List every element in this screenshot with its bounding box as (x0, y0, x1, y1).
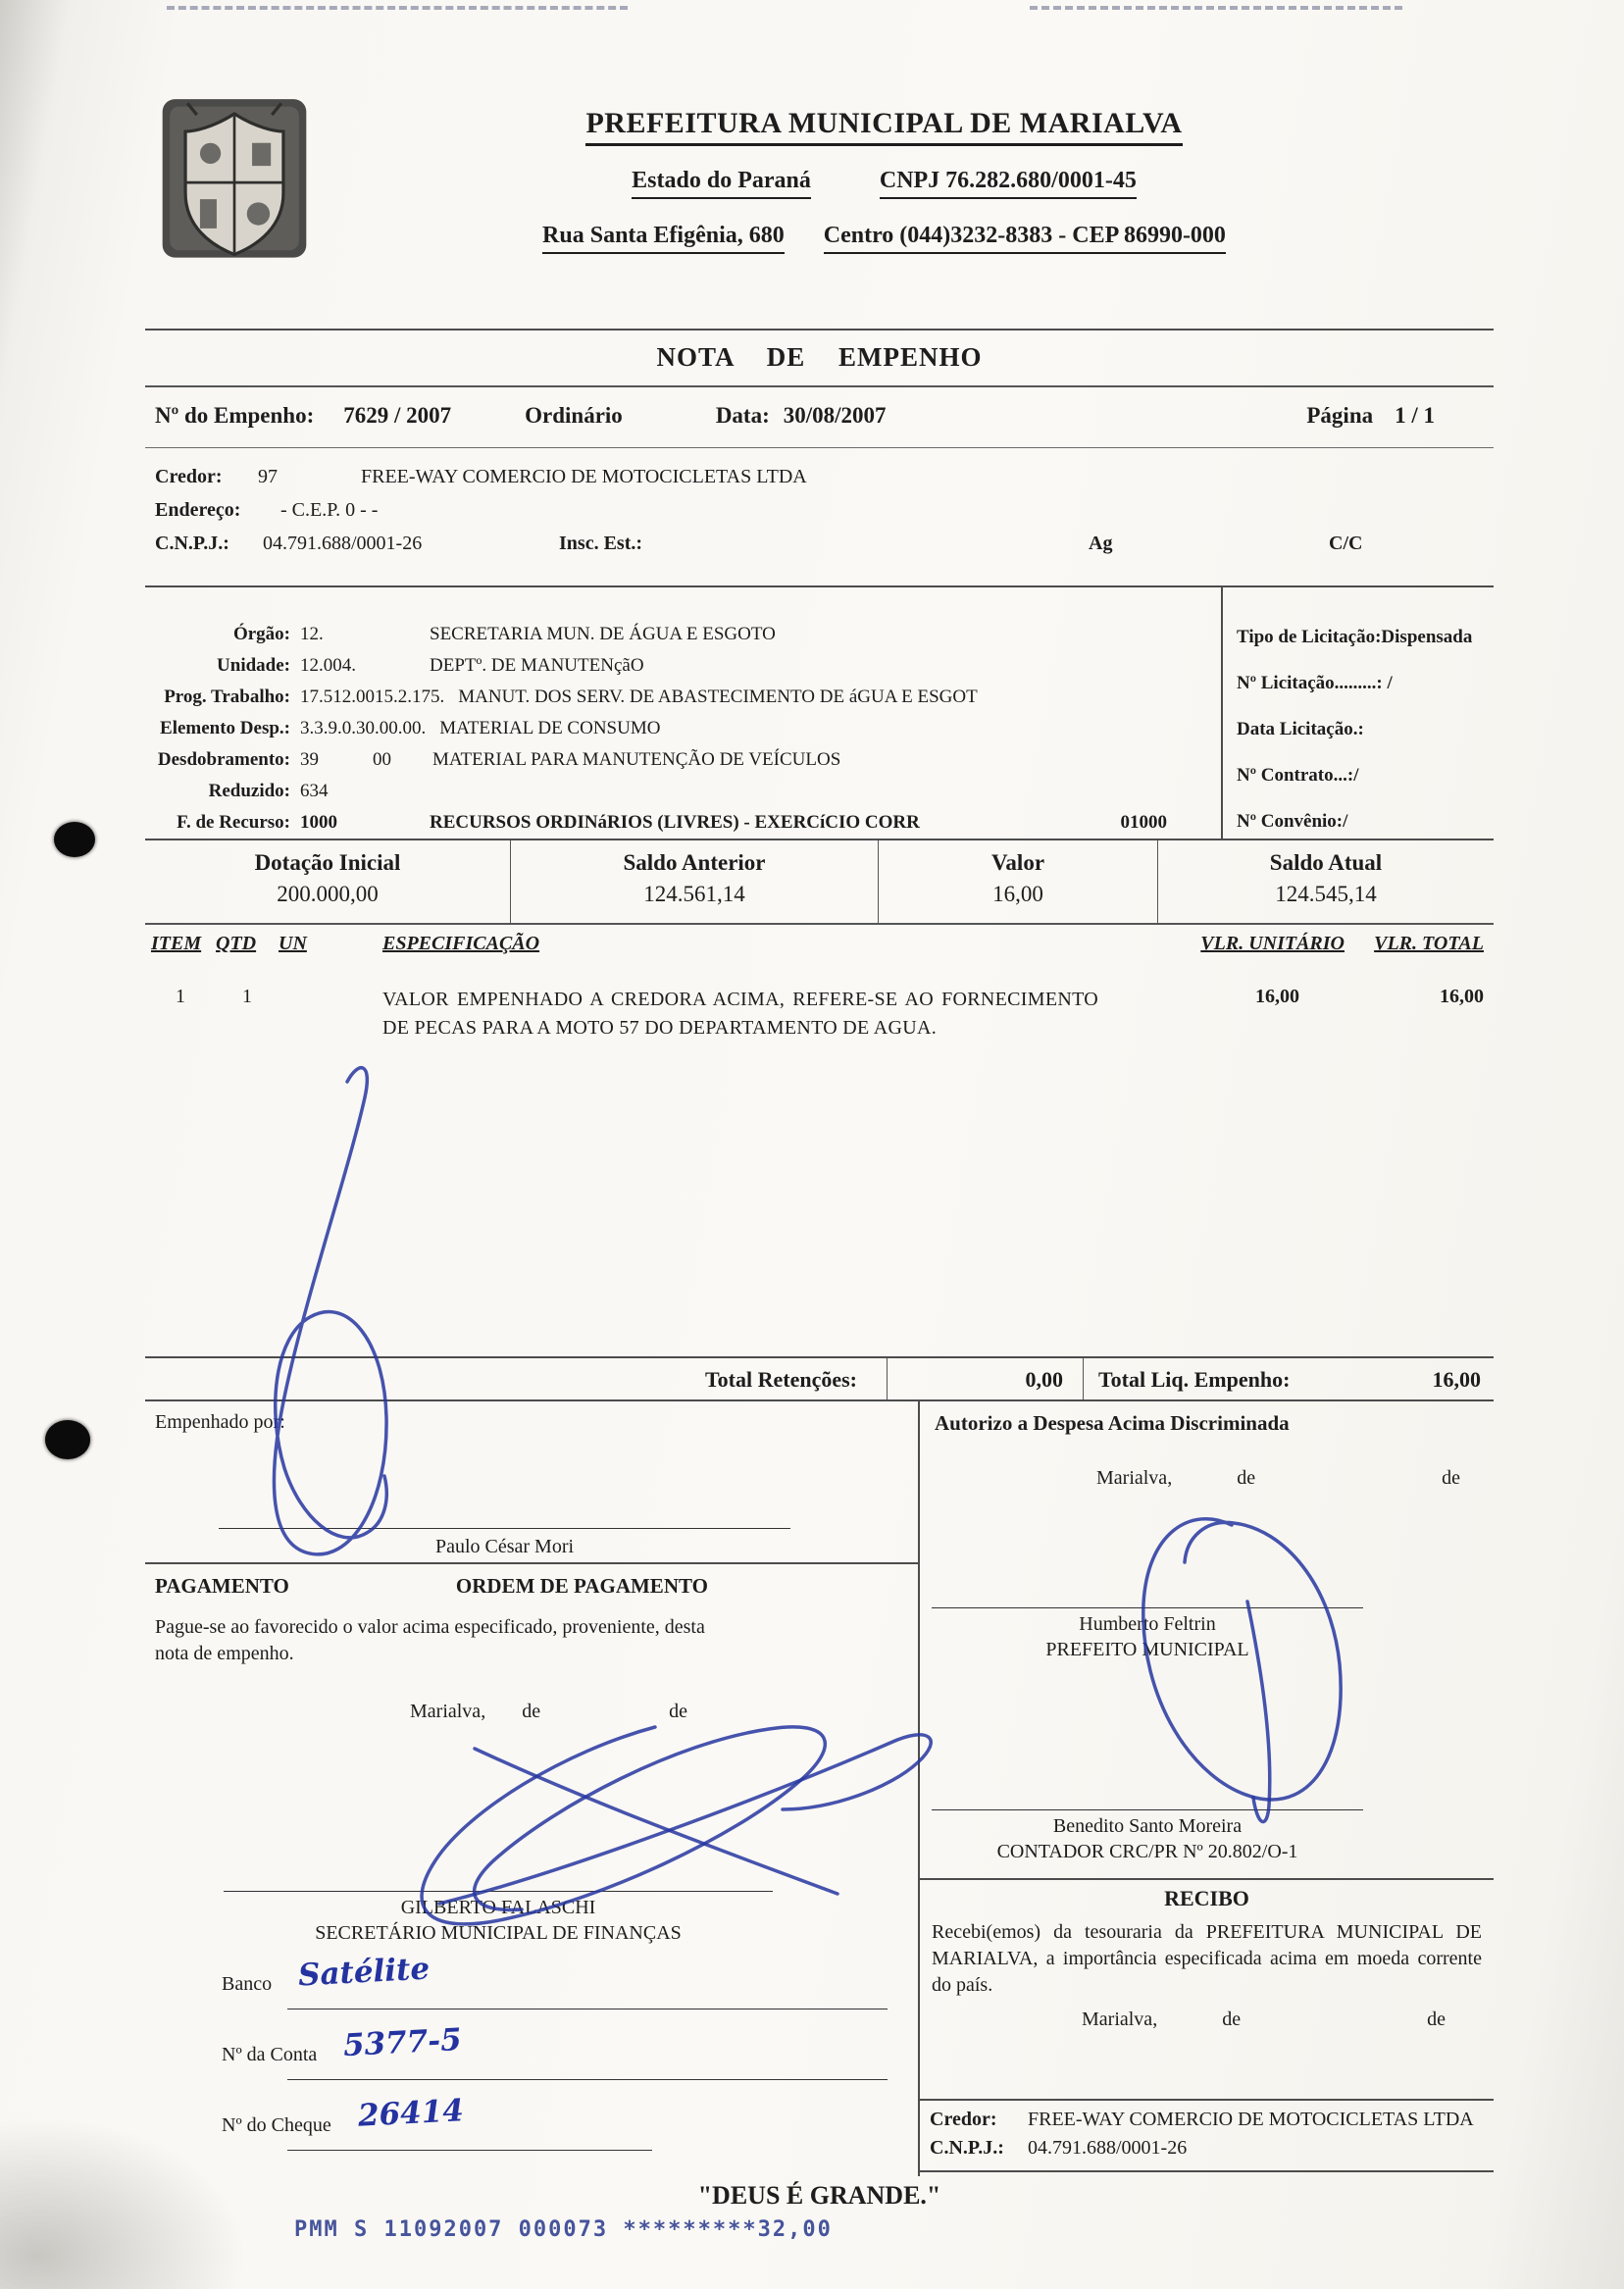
punch-hole (45, 1420, 90, 1459)
coat-of-arms-icon (155, 97, 314, 264)
de-word: de (1222, 2009, 1242, 2030)
prog-trabalho-desc: MANUT. DOS SERV. DE ABASTECIMENTO DE áGUA E ESGOT (458, 687, 978, 707)
bank-details-block (145, 1947, 918, 2176)
recibo-creditor-name: FREE-WAY COMERCIO DE MOTOCICLETAS LTDA (1028, 2109, 1474, 2130)
conta-row (145, 2017, 918, 2088)
de-word: de (1427, 2009, 1446, 2030)
fonte-recurso-code: 1000 (300, 812, 337, 833)
contador-name: Benedito Santo Moreira (1052, 1815, 1243, 1837)
coat-of-arms-logo (155, 97, 314, 264)
recibo-title: RECIBO (1164, 1886, 1249, 1910)
item-quantity: 1 (242, 986, 252, 1007)
orgao-code: 12. (300, 624, 324, 644)
item-number: 1 (176, 986, 185, 1007)
creditor-block (145, 448, 1494, 587)
document-header (145, 83, 1494, 331)
prefeito-name: Humberto Feltrin (1079, 1613, 1216, 1635)
recibo-text: Recebi(emos) da tesouraria da PREFEITURA MUNICIPAL DE MARIALVA, a importância especificada acima em moeda corrente do país. (932, 1921, 1482, 1996)
de-word: de (1442, 1467, 1460, 1489)
elemento-desp-row (145, 713, 1221, 744)
empenhado-por-label: Empenhado por: (155, 1411, 285, 1433)
punch-hole (54, 822, 95, 857)
vlr-total-col-header: VLR. TOTAL (1374, 933, 1484, 954)
conta-handwritten-value: 5377-5 (342, 2021, 463, 2064)
city-name: Marialva, (1082, 2009, 1158, 2030)
account-label: C/C (1329, 533, 1363, 554)
org-cnpj: CNPJ 76.282.680/0001-45 (880, 168, 1137, 199)
banco-label: Banco (222, 1973, 273, 1995)
reduzido-row (145, 776, 1221, 807)
elemento-desp-desc: MATERIAL DE CONSUMO (439, 718, 661, 738)
autorizo-date-line (935, 1467, 1494, 1490)
dot-matrix-print-line: PMM S 11092007 000073 *********32,00 (294, 2217, 833, 2242)
secretario-name: GILBERTO FALASCHI (400, 1897, 596, 1918)
fonte-recurso-extra-code: 01000 (1120, 812, 1167, 833)
cheque-label: Nº do Cheque (222, 2114, 331, 2136)
de-word: de (669, 1701, 687, 1722)
saldo-anterior-col (510, 840, 878, 923)
unidade-label: Unidade: (217, 655, 290, 676)
conta-label: Nº da Conta (222, 2044, 318, 2065)
creditor-address: - C.E.P. 0 - - (280, 499, 379, 521)
convenio-numero: Nº Convênio:/ (1237, 811, 1348, 832)
recibo-date-line (920, 2009, 1494, 2031)
scan-artifact-dash (167, 6, 628, 10)
creditor-name: FREE-WAY COMERCIO DE MOTOCICLETAS LTDA (361, 466, 807, 487)
document-title: NOTA DE EMPENHO (145, 331, 1494, 387)
valor-header: Valor (990, 850, 1045, 875)
item-description: VALOR EMPENHADO A CREDORA ACIMA, REFERE-SE AO FORNECIMENTO DE PECAS PARA A MOTO 57 DO DEPARTAMENTO DE AGUA. (382, 989, 1098, 1039)
item-unit (279, 986, 382, 1043)
dotacao-inicial-col (145, 840, 510, 923)
desdobramento-code: 39 (300, 749, 319, 770)
totals-row (145, 1356, 1494, 1401)
valor-col (878, 840, 1157, 923)
right-column (920, 1401, 1494, 2176)
secretario-title: SECRETÁRIO MUNICIPAL DE FINANÇAS (315, 1922, 682, 1944)
unidade-code: 12.004. (300, 655, 356, 676)
fonte-recurso-row (145, 807, 1221, 839)
empenho-number-label: Nº do Empenho: (155, 403, 315, 428)
signatures-payment-area (145, 1401, 1494, 2176)
conta-line (287, 2079, 888, 2080)
signature-line (219, 1528, 790, 1529)
state-registration-label: Insc. Est.: (559, 533, 643, 554)
orgao-desc: SECRETARIA MUN. DE ÁGUA E ESGOTO (430, 624, 776, 644)
item-row (145, 964, 1494, 1043)
balances-table (145, 840, 1494, 925)
banco-row (145, 1947, 918, 2017)
empenhado-por-block (145, 1401, 918, 1564)
licitacao-numero: Nº Licitação.........: / (1237, 673, 1393, 693)
reduzido-label: Reduzido: (208, 781, 290, 801)
de-word: de (522, 1701, 541, 1722)
licitacao-data: Data Licitação.: (1237, 719, 1364, 739)
orgao-label: Órgão: (232, 624, 290, 644)
elemento-desp-code: 3.3.9.0.30.00.00. (300, 718, 427, 738)
empenho-number: 7629 / 2007 (343, 403, 452, 428)
licitacao-panel (1221, 587, 1494, 839)
pagamento-date-line (145, 1701, 918, 1723)
pagamento-block (145, 1564, 918, 1947)
motto-text: "DEUS É GRANDE." (697, 2181, 941, 2210)
saldo-atual-col (1157, 840, 1494, 923)
creditor-label: Credor: (155, 466, 223, 487)
unidade-row (145, 650, 1221, 682)
reduzido-code: 634 (300, 781, 329, 801)
unidade-desc: DEPTº. DE MANUTENçãO (430, 655, 644, 676)
prog-trabalho-label: Prog. Trabalho: (164, 687, 290, 707)
saldo-atual-value: 124.545,14 (1275, 882, 1377, 906)
item-total-value: 16,00 (1440, 986, 1484, 1007)
valor-value: 16,00 (992, 882, 1043, 906)
page-value: 1 / 1 (1395, 403, 1435, 428)
scan-artifact-dash (1030, 6, 1402, 10)
banco-handwritten-value: Satélite (297, 1951, 431, 1994)
contador-title: CONTADOR CRC/PR Nº 20.802/O-1 (996, 1841, 1298, 1862)
cheque-line (287, 2150, 652, 2151)
cheque-row (145, 2088, 918, 2159)
date-label: Data: (715, 403, 770, 428)
total-liq-value: 16,00 (1432, 1367, 1481, 1392)
especificacao-col-header: ESPECIFICAÇÃO (382, 933, 540, 954)
prog-trabalho-row (145, 682, 1221, 713)
recibo-block (920, 1878, 1494, 2079)
total-retencoes-value: 0,00 (888, 1358, 1084, 1399)
agency-label: Ag (1089, 533, 1113, 554)
left-column (145, 1401, 920, 2176)
page-label: Página (1306, 403, 1374, 428)
page-indicator (1306, 403, 1435, 429)
items-table-header (145, 925, 1494, 964)
saldo-anterior-header: Saldo Anterior (623, 850, 766, 875)
date-value: 30/08/2007 (783, 403, 887, 428)
dotacao-inicial-value: 200.000,00 (277, 882, 379, 906)
desdobramento-row (145, 744, 1221, 776)
vlr-unitario-col-header: VLR. UNITÁRIO (1200, 933, 1345, 954)
licitacao-tipo: Tipo de Licitação:Dispensada (1237, 627, 1473, 647)
de-word: de (1237, 1467, 1256, 1489)
budget-classification (145, 587, 1221, 839)
prefeito-signature-block (920, 1607, 1494, 1809)
fonte-recurso-desc: RECURSOS ORDINáRIOS (LIVRES) - EXERCíCIO CORR (430, 812, 920, 833)
pagamento-text: Pague-se ao favorecido o valor acima especificado, proveniente, desta nota de empenho. (155, 1616, 705, 1664)
nota-de-empenho-document (145, 83, 1494, 2255)
creditor-address-label: Endereço: (155, 499, 241, 521)
saldo-atual-header: Saldo Atual (1269, 850, 1383, 875)
empenhado-signer-name: Paulo César Mori (434, 1536, 575, 1557)
signature-line (224, 1891, 773, 1892)
contador-signature-block (920, 1809, 1494, 1878)
item-unit-value: 16,00 (1255, 986, 1299, 1007)
budget-block (145, 587, 1494, 840)
ordem-pagamento-title: ORDEM DE PAGAMENTO (455, 1574, 708, 1598)
dotacao-inicial-header: Dotação Inicial (254, 850, 401, 875)
org-name: PREFEITURA MUNICIPAL DE MARIALVA (585, 107, 1182, 146)
creditor-code: 97 (258, 466, 278, 487)
prefeito-title: PREFEITO MUNICIPAL (1045, 1639, 1249, 1660)
qtd-col-header: QTD (216, 933, 257, 954)
recibo-cnpj-label: C.N.P.J.: (930, 2137, 1004, 2159)
org-state: Estado do Paraná (632, 168, 811, 199)
autorizo-title: Autorizo a Despesa Acima Discriminada (935, 1411, 1290, 1435)
items-table-body (145, 964, 1494, 1356)
empenho-meta-row (145, 387, 1494, 448)
total-retencoes-label: Total Retenções: (145, 1358, 888, 1399)
autorizo-block (920, 1401, 1494, 1607)
recibo-creditor-label: Credor: (930, 2109, 997, 2130)
city-name: Marialva, (410, 1701, 486, 1722)
cheque-handwritten-value: 26414 (356, 2093, 465, 2134)
contrato-numero: Nº Contrato...:/ (1237, 765, 1359, 786)
recibo-cnpj-value: 04.791.688/0001-26 (1028, 2137, 1188, 2159)
desdobramento-code2: 00 (373, 749, 391, 770)
desdobramento-label: Desdobramento: (157, 749, 290, 770)
un-col-header: UN (279, 933, 307, 954)
fonte-recurso-label: F. de Recurso: (177, 812, 290, 833)
org-address-district: Centro (044)3232-8383 - CEP 86990-000 (824, 223, 1226, 254)
orgao-row (145, 619, 1221, 650)
creditor-cnpj-label: C.N.P.J.: (155, 533, 229, 554)
city-name: Marialva, (1096, 1467, 1173, 1489)
saldo-anterior-value: 124.561,14 (643, 882, 745, 906)
item-col-header: ITEM (151, 933, 202, 954)
pagamento-title: PAGAMENTO (155, 1574, 289, 1598)
creditor-cnpj: 04.791.688/0001-26 (263, 533, 423, 554)
total-liq-label: Total Liq. Empenho: (1098, 1367, 1291, 1392)
prog-trabalho-code: 17.512.0015.2.175. (300, 687, 445, 707)
elemento-desp-label: Elemento Desp.: (160, 718, 290, 738)
org-address-street: Rua Santa Efigênia, 680 (542, 223, 785, 254)
empenho-type: Ordinário (525, 403, 623, 428)
desdobramento-desc: MATERIAL PARA MANUTENÇÃO DE VEÍCULOS (432, 749, 841, 770)
recibo-creditor-box (920, 2099, 1494, 2172)
